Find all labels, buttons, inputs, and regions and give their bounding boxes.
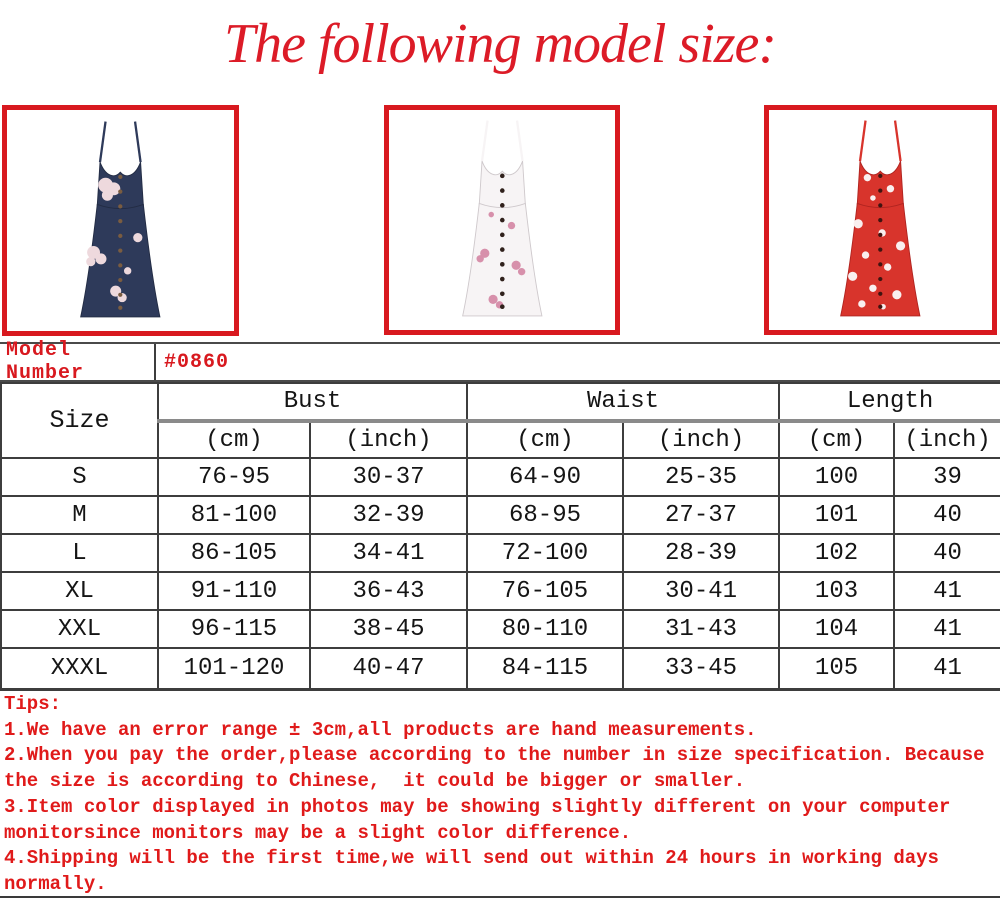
- table-cell: 40: [894, 496, 1000, 534]
- table-cell: 39: [894, 458, 1000, 496]
- tip-line: 4.Shipping will be the first time,we will send out within 24 hours in working days: [4, 847, 939, 870]
- table-cell: 84-115: [467, 648, 623, 689]
- waist-cm-header: (cm): [467, 421, 623, 458]
- table-cell: 31-43: [623, 610, 779, 648]
- table-cell: 76-105: [467, 572, 623, 610]
- table-cell: 105: [779, 648, 894, 689]
- table-cell: S: [1, 458, 158, 496]
- table-cell: 103: [779, 572, 894, 610]
- table-cell: 101: [779, 496, 894, 534]
- table-cell: 86-105: [158, 534, 310, 572]
- model-number-label: Model Number: [0, 344, 156, 380]
- table-row-xl: [1, 572, 1000, 610]
- tips-heading: Tips:: [4, 693, 62, 715]
- table-cell: 25-35: [623, 458, 779, 496]
- table-cell: 104: [779, 610, 894, 648]
- size-table: [0, 382, 1000, 691]
- table-cell: 68-95: [467, 496, 623, 534]
- table-cell: 36-43: [310, 572, 467, 610]
- table-cell: 41: [894, 610, 1000, 648]
- table-cell: 30-41: [623, 572, 779, 610]
- bust-group-header: Bust: [158, 383, 467, 421]
- table-cell: 38-45: [310, 610, 467, 648]
- table-cell: M: [1, 496, 158, 534]
- table-cell: 96-115: [158, 610, 310, 648]
- table-cell: 41: [894, 572, 1000, 610]
- tip-line: normally.: [4, 872, 107, 895]
- table-cell: 27-37: [623, 496, 779, 534]
- table-cell: 40-47: [310, 648, 467, 689]
- page-title: The following model size:: [223, 13, 777, 75]
- table-cell: 28-39: [623, 534, 779, 572]
- table-cell: 33-45: [623, 648, 779, 689]
- table-cell: 34-41: [310, 534, 467, 572]
- tips-section: [4, 692, 998, 898]
- table-cell: XXL: [1, 610, 158, 648]
- table-cell: 91-110: [158, 572, 310, 610]
- table-cell: 30-37: [310, 458, 467, 496]
- bottom-divider: [0, 896, 1000, 898]
- table-cell: 41: [894, 648, 1000, 689]
- table-cell: 81-100: [158, 496, 310, 534]
- table-cell: 80-110: [467, 610, 623, 648]
- table-cell: L: [1, 534, 158, 572]
- tip-line: 3.Item color displayed in photos may be showing slightly different on your computer: [4, 795, 951, 818]
- length-inch-header: (inch): [894, 421, 1000, 458]
- table-cell: 40: [894, 534, 1000, 572]
- table-cell: 64-90: [467, 458, 623, 496]
- navy-dress-image: [65, 116, 176, 328]
- table-cell: 76-95: [158, 458, 310, 496]
- tip-line: the size is according to Chinese, it could be bigger or smaller.: [4, 770, 746, 793]
- tip-line: 2.When you pay the order,please according to the number in size specification. Because: [4, 744, 985, 767]
- tip-line: 1.We have an error range ± 3cm,all products are hand measurements.: [4, 718, 757, 741]
- tip-line: monitorsince monitors may be a slight color difference.: [4, 821, 632, 844]
- table-cell: 72-100: [467, 534, 623, 572]
- table-row-xxl: [1, 610, 1000, 648]
- table-row-m: [1, 496, 1000, 534]
- red-dress-image: [825, 115, 936, 327]
- waist-inch-header: (inch): [623, 421, 779, 458]
- table-row-xxxl: [1, 648, 1000, 689]
- product-photo-red-dress: [764, 105, 997, 335]
- table-cell: 100: [779, 458, 894, 496]
- product-photo-navy-dress: [2, 105, 239, 336]
- table-cell: XXXL: [1, 648, 158, 689]
- white-dress-image: [447, 115, 558, 327]
- table-cell: 102: [779, 534, 894, 572]
- bust-cm-header: (cm): [158, 421, 310, 458]
- model-number-value: #0860: [164, 350, 230, 374]
- table-cell: 32-39: [310, 496, 467, 534]
- length-group-header: Length: [779, 383, 1000, 421]
- bust-inch-header: (inch): [310, 421, 467, 458]
- table-cell: XL: [1, 572, 158, 610]
- product-photo-white-dress: [384, 105, 620, 335]
- table-row-s: [1, 458, 1000, 496]
- table-row-l: [1, 534, 1000, 572]
- model-number-row: [0, 339, 1000, 385]
- size-column-header: Size: [1, 383, 158, 458]
- length-cm-header: (cm): [779, 421, 894, 458]
- table-cell: 101-120: [158, 648, 310, 689]
- waist-group-header: Waist: [467, 383, 779, 421]
